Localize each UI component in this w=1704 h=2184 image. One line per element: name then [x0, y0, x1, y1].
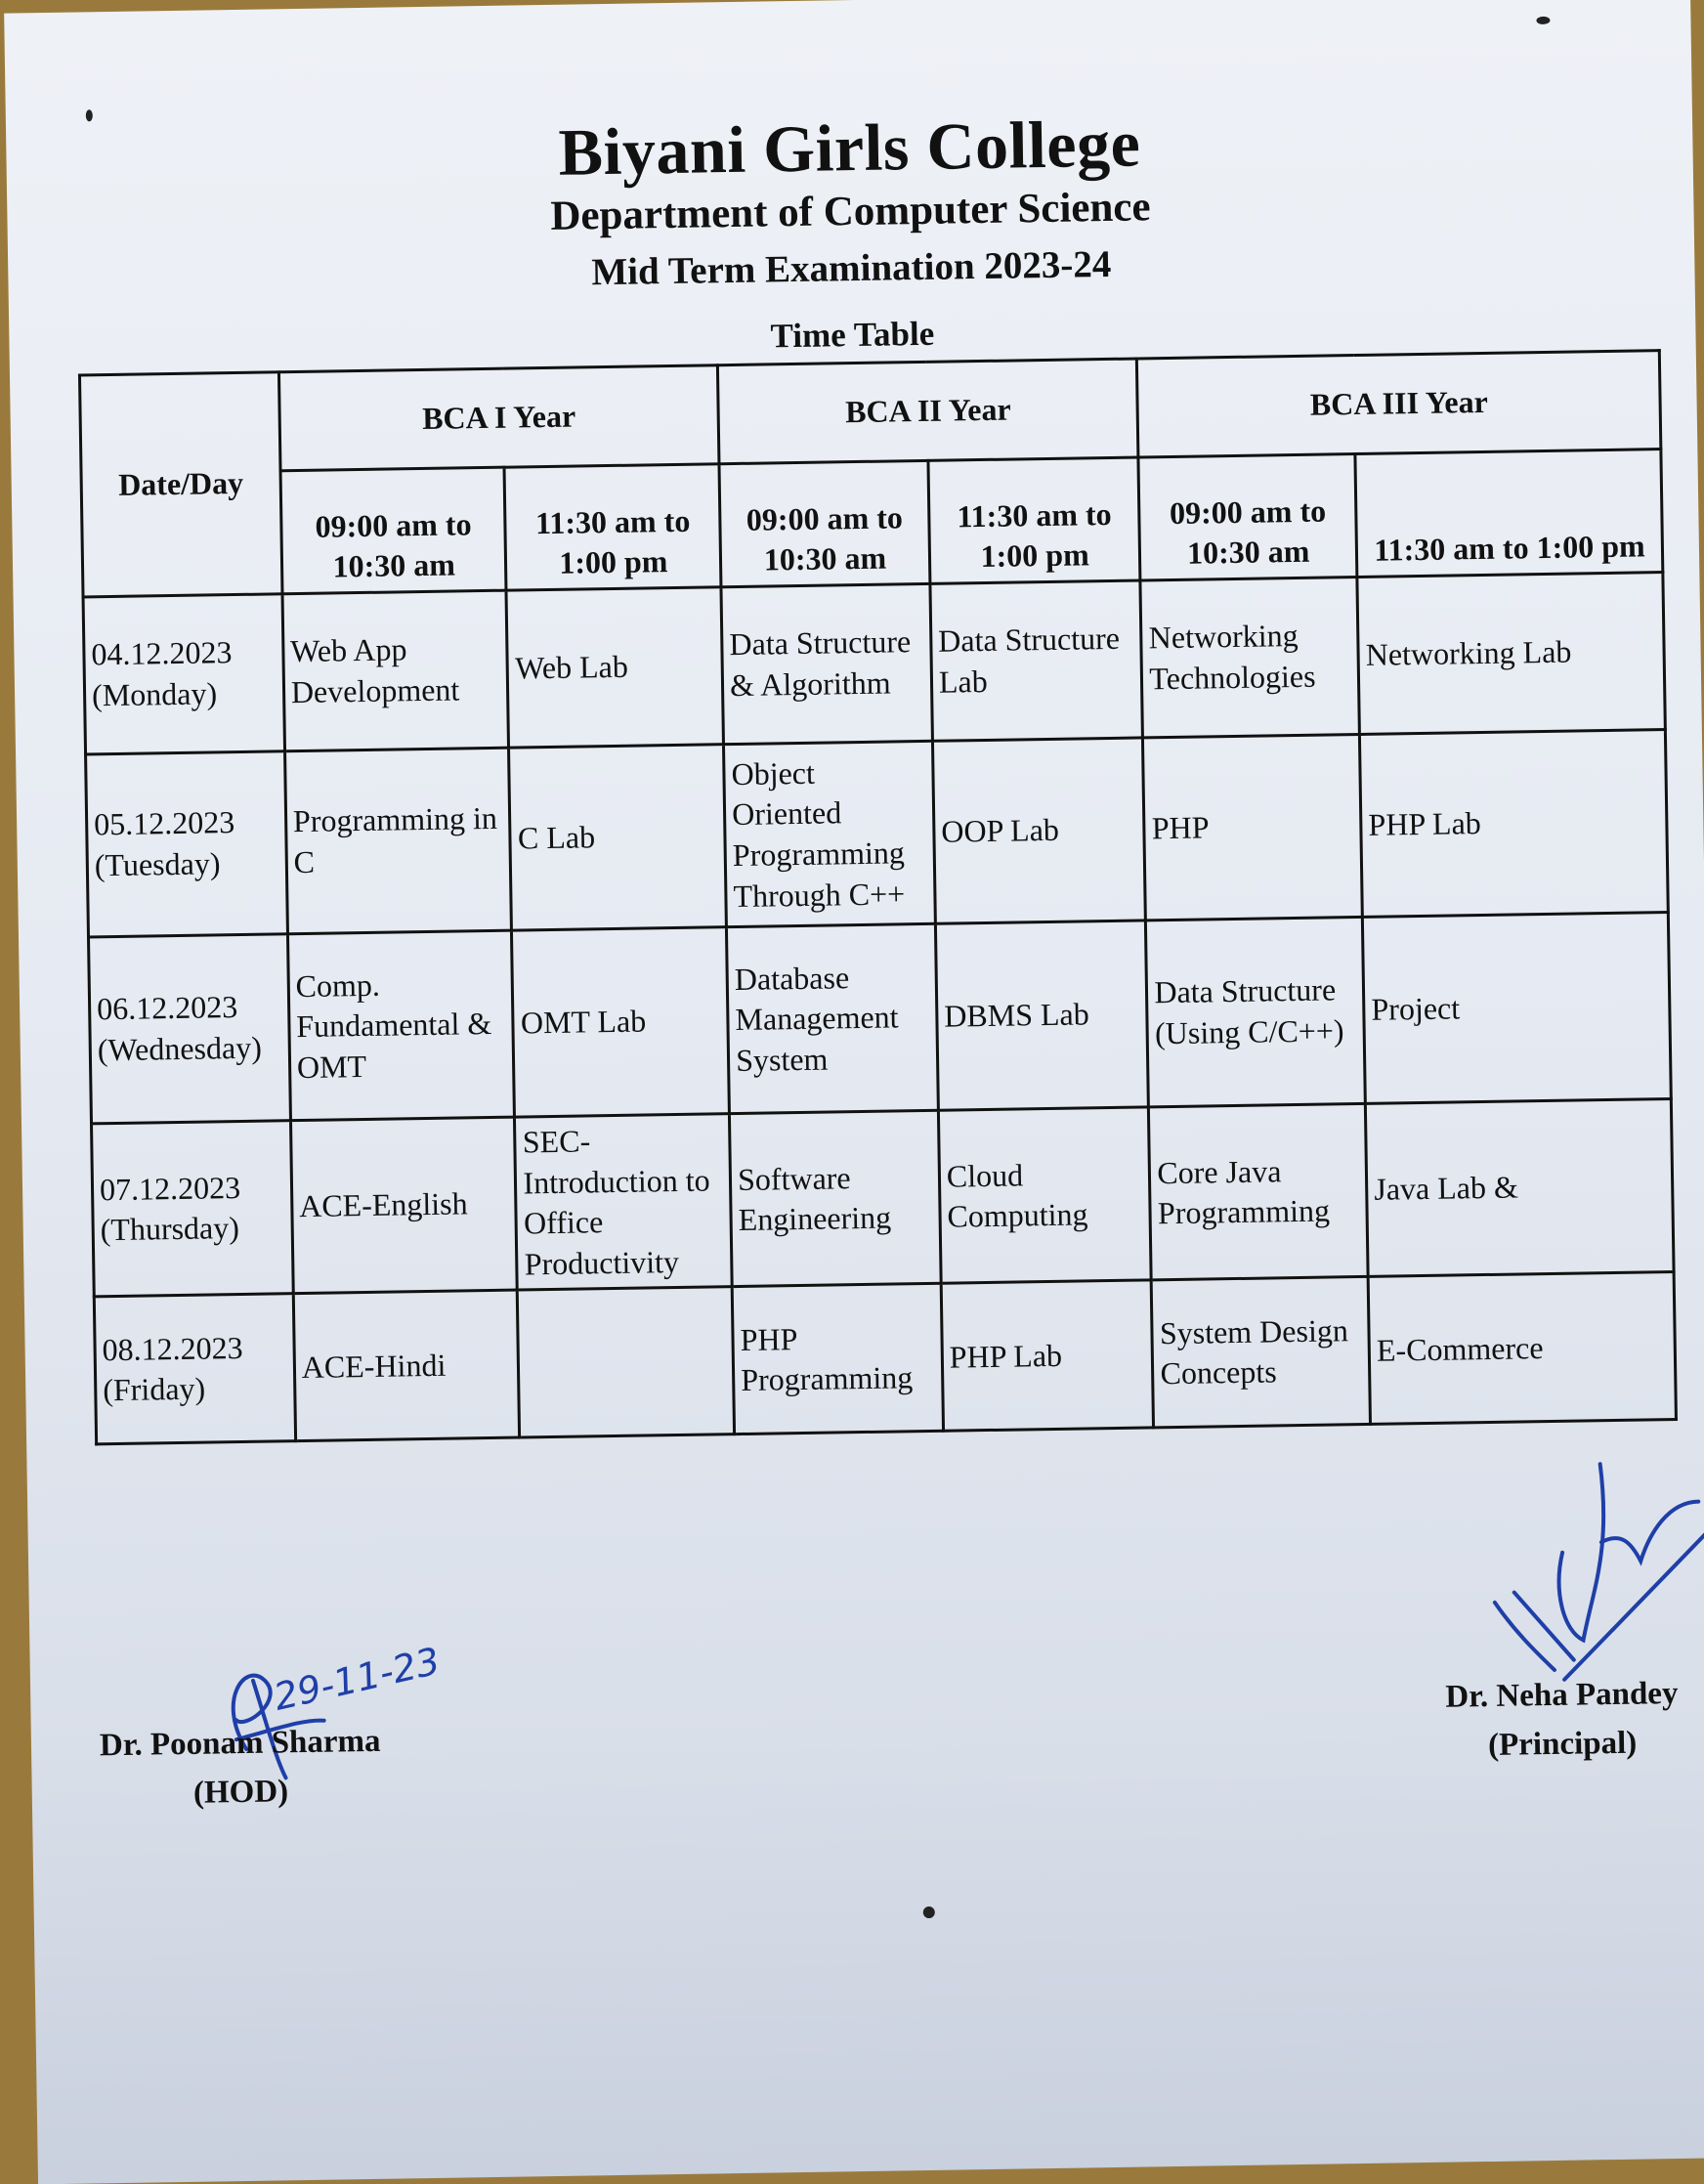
subject-cell: OMT Lab [512, 927, 730, 1117]
principal-signature-scribble [1472, 1433, 1704, 1691]
time-slot-header: 11:30 am to 1:00 pm [928, 457, 1140, 583]
date-cell [94, 1294, 295, 1444]
subject-cell: Java Lab & [1365, 1099, 1674, 1277]
hod-name: Dr. Poonam Sharma [99, 1723, 381, 1764]
weekday: (Wednesday) [97, 1029, 263, 1068]
ink-speck [86, 109, 93, 121]
subject-cell: Programming in C [284, 748, 512, 934]
subject-cell: Software Engineering [730, 1110, 942, 1287]
subject-cell: Networking Lab [1357, 573, 1665, 735]
subject-cell: Project [1362, 913, 1671, 1104]
date: 04.12.2023 [91, 634, 233, 672]
date-cell [83, 594, 284, 754]
subject-cell: Data Structure Lab [930, 580, 1143, 741]
table-row [89, 913, 1672, 1124]
ink-speck [923, 1906, 935, 1918]
weekday: (Tuesday) [94, 845, 221, 883]
subject-cell: PHP Lab [941, 1280, 1154, 1431]
date-cell [92, 1121, 294, 1298]
subject-cell [518, 1287, 735, 1437]
subject-cell: Data Structure (Using C/C++) [1146, 917, 1366, 1106]
exam-notice-sheet [4, 0, 1704, 2184]
subject-cell: DBMS Lab [935, 921, 1148, 1110]
subject-cell: ACE-English [290, 1117, 517, 1294]
date-cell [86, 751, 288, 937]
subject-cell: PHP [1143, 734, 1363, 920]
subject-cell: Networking Technologies [1140, 577, 1359, 737]
date-day-header: Date/Day [79, 372, 281, 597]
principal-role: (Principal) [1487, 1725, 1638, 1763]
date: 06.12.2023 [96, 989, 238, 1027]
weekday: (Thursday) [100, 1210, 240, 1248]
department-name: Department of Computer Science [549, 184, 1151, 239]
exam-title: Mid Term Examination 2023-24 [591, 242, 1112, 294]
principal-name: Dr. Neha Pandey [1445, 1675, 1679, 1715]
hod-role: (HOD) [192, 1773, 289, 1811]
header-row-slots [81, 450, 1663, 597]
table-row [94, 1272, 1676, 1444]
time-slot-header: 11:30 am to 1:00 pm [1355, 450, 1663, 578]
subject-cell: System Design Concepts [1152, 1277, 1371, 1428]
subject-cell: Web Lab [506, 587, 723, 748]
subject-cell: Data Structure & Algorithm [721, 583, 932, 744]
date-cell [89, 934, 291, 1124]
hod-handwritten-date: 29-11-23 [270, 1639, 445, 1719]
subject-cell: PHP Programming [732, 1284, 943, 1435]
time-slot-header: 11:30 am to 1:00 pm [504, 464, 721, 590]
date: 08.12.2023 [102, 1329, 243, 1368]
date: 05.12.2023 [93, 804, 235, 842]
year-header: BCA II Year [717, 359, 1138, 464]
subject-cell: Core Java Programming [1149, 1103, 1368, 1280]
year-header: BCA I Year [278, 365, 719, 471]
time-table-title: Time Table [770, 314, 935, 356]
subject-cell: Comp. Fundamental & OMT [287, 930, 515, 1121]
weekday: (Monday) [91, 675, 218, 713]
subject-cell: Database Management System [727, 923, 939, 1113]
table-row [83, 573, 1665, 754]
subject-cell: Web App Development [282, 590, 509, 751]
time-slot-header: 09:00 am to 10:30 am [719, 460, 930, 586]
table-row [92, 1099, 1675, 1298]
subject-cell: E-Commerce [1368, 1272, 1676, 1425]
subject-cell: OOP Lab [932, 738, 1145, 923]
ink-speck [1536, 17, 1550, 24]
weekday: (Friday) [103, 1370, 206, 1408]
subject-cell: Cloud Computing [938, 1107, 1151, 1284]
time-table [78, 349, 1678, 1446]
date: 07.12.2023 [99, 1169, 241, 1207]
college-name: Biyani Girls College [558, 106, 1141, 190]
subject-cell: PHP Lab [1360, 730, 1669, 918]
principal-signature-block [1445, 1670, 1680, 1771]
subject-cell: SEC- Introduction to Office Productivity [515, 1114, 732, 1291]
subject-cell: C Lab [509, 745, 727, 930]
time-slot-header: 09:00 am to 10:30 am [1138, 453, 1357, 579]
time-slot-header: 09:00 am to 10:30 am [280, 467, 507, 594]
subject-cell: Object Oriented Programming Through C++ [724, 741, 936, 926]
table-row [86, 730, 1669, 937]
hod-signature-block [100, 1718, 382, 1820]
year-header: BCA III Year [1137, 351, 1661, 457]
subject-cell: ACE-Hindi [293, 1290, 520, 1441]
